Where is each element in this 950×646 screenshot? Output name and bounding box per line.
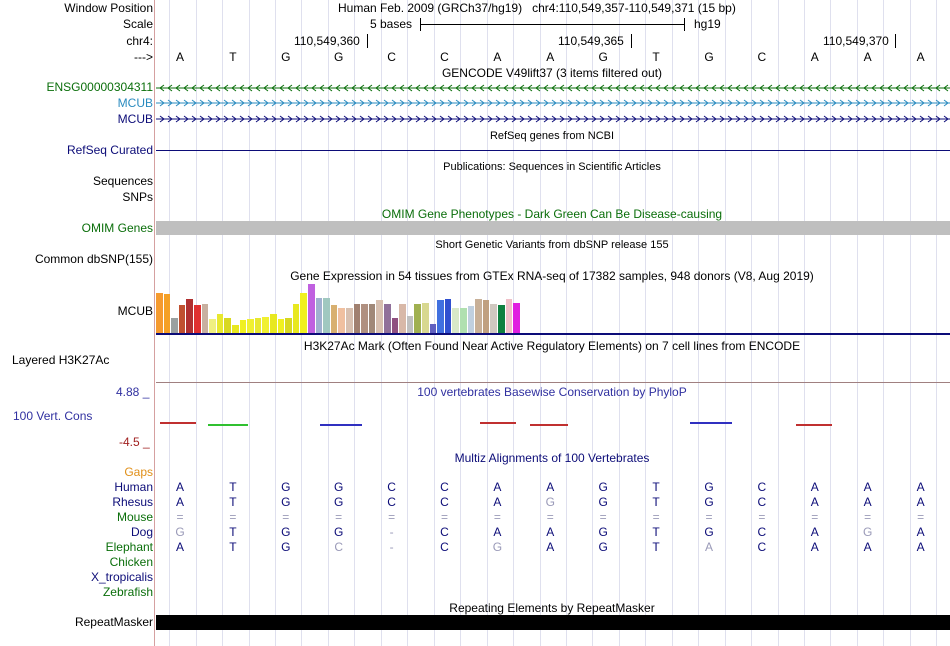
gtex-tissue-bar[interactable]: [316, 298, 323, 333]
aligned-base: T: [229, 525, 237, 539]
gtex-tissue-bar[interactable]: [346, 308, 353, 333]
refseq-gene-line[interactable]: [156, 150, 950, 151]
gencode-track-title: GENCODE V49lift37 (3 items filtered out): [441, 66, 663, 80]
aligned-base: C: [440, 540, 449, 554]
reference-base: G: [704, 50, 714, 64]
aligned-base: A: [493, 480, 502, 494]
gene-label-ensg[interactable]: ENSG00000304311: [46, 80, 153, 94]
aligned-base: T: [229, 495, 237, 509]
gtex-tissue-bar[interactable]: [376, 300, 383, 333]
aligned-base: G: [704, 480, 714, 494]
aligned-base: C: [440, 525, 449, 539]
gtex-tissue-bar[interactable]: [240, 320, 247, 333]
gtex-track-title: Gene Expression in 54 tissues from GTEx RNA-seq of 17382 samples, 948 donors (V8, Aug 2019): [290, 269, 814, 283]
aligned-base: =: [811, 510, 819, 524]
gtex-tissue-bar[interactable]: [369, 304, 376, 333]
gtex-tissue-bar[interactable]: [468, 306, 475, 333]
gtex-tissue-bar[interactable]: [437, 300, 444, 333]
aligned-base: =: [546, 510, 554, 524]
gene-label-mcub-1[interactable]: MCUB: [117, 96, 153, 110]
aligned-base: C: [387, 495, 396, 509]
gtex-tissue-bar[interactable]: [209, 319, 216, 333]
gtex-tissue-bar[interactable]: [262, 317, 269, 333]
gtex-tissue-bar[interactable]: [308, 284, 315, 333]
aligned-base: T: [652, 480, 660, 494]
aligned-base: =: [864, 510, 872, 524]
omim-track-title: OMIM Gene Phenotypes - Dark Green Can Be Disease-causing: [381, 207, 723, 221]
species-label[interactable]: Elephant: [105, 540, 153, 554]
h3k27ac-label[interactable]: Layered H3K27Ac: [12, 353, 110, 367]
aligned-base: A: [916, 480, 925, 494]
gtex-tissue-bar[interactable]: [506, 299, 513, 333]
gtex-tissue-bar[interactable]: [224, 318, 231, 333]
omim-label[interactable]: OMIM Genes: [81, 221, 153, 235]
aligned-base: =: [440, 510, 448, 524]
aligned-base: G: [863, 525, 873, 539]
species-label[interactable]: Chicken: [109, 555, 153, 569]
gtex-tissue-bar[interactable]: [354, 304, 361, 333]
phylop-label[interactable]: 100 Vert. Cons: [13, 409, 93, 423]
aligned-base: -: [389, 540, 394, 554]
aligned-base: G: [492, 540, 503, 554]
aligned-base: A: [546, 540, 555, 554]
gtex-tissue-bar[interactable]: [490, 304, 497, 333]
aligned-base: =: [282, 510, 290, 524]
aligned-base: G: [334, 495, 344, 509]
aligned-base: A: [175, 540, 184, 554]
aligned-base: =: [335, 510, 343, 524]
aligned-base: G: [281, 525, 291, 539]
coord-tick-label: 110,549,370: [823, 34, 889, 48]
aligned-base: T: [229, 480, 237, 494]
aligned-base: G: [281, 480, 291, 494]
window-position-label: Window Position: [64, 1, 153, 15]
aligned-base: =: [705, 510, 713, 524]
gtex-tissue-bar[interactable]: [278, 319, 285, 333]
gtex-tissue-bar[interactable]: [414, 304, 421, 333]
gtex-tissue-bar[interactable]: [164, 294, 171, 333]
species-label[interactable]: Zebrafish: [102, 585, 153, 599]
scale-label: Scale: [122, 17, 153, 31]
gtex-tissue-bar[interactable]: [270, 314, 277, 333]
aligned-base: =: [493, 510, 501, 524]
aligned-base: =: [176, 510, 184, 524]
aligned-base: T: [652, 495, 660, 509]
chrom-label: chr4:: [126, 34, 153, 48]
reference-base: A: [546, 50, 555, 64]
multiz-track-title: Multiz Alignments of 100 Vertebrates: [454, 451, 650, 465]
aligned-base: G: [704, 525, 714, 539]
position-title: Human Feb. 2009 (GRCh37/hg19) chr4:110,549,357-110,549,371 (15 bp): [338, 1, 736, 15]
gtex-tissue-bar[interactable]: [483, 300, 490, 333]
strand-arrow-label: --->: [134, 50, 153, 64]
aligned-base: C: [440, 480, 449, 494]
aligned-base: G: [175, 525, 185, 539]
aligned-base: C: [757, 480, 767, 494]
repeatmasker-bar[interactable]: [156, 615, 950, 630]
refseq-track-title: RefSeq genes from NCBI: [489, 130, 615, 142]
reference-base: A: [175, 50, 184, 64]
gtex-tissue-bar[interactable]: [460, 308, 467, 333]
aligned-base: A: [916, 540, 925, 554]
gtex-tissue-bar[interactable]: [422, 303, 429, 333]
species-label[interactable]: Rhesus: [112, 495, 153, 509]
aligned-base: A: [493, 495, 502, 509]
gtex-tissue-bar[interactable]: [407, 316, 414, 333]
aligned-base: T: [652, 540, 660, 554]
gtex-tissue-bar[interactable]: [331, 305, 338, 333]
aligned-base: A: [175, 495, 184, 509]
phylop-track-title: 100 vertebrates Basewise Conservation by PhyloP: [417, 385, 687, 399]
reference-base: T: [229, 50, 237, 64]
reference-base: C: [440, 50, 449, 64]
aligned-base: A: [546, 525, 555, 539]
reference-base: A: [493, 50, 502, 64]
aligned-base: G: [334, 480, 344, 494]
reference-base: G: [334, 50, 344, 64]
publications-track-title: Publications: Sequences in Scientific Articles: [443, 161, 661, 173]
species-label[interactable]: X_tropicalis: [90, 570, 153, 584]
aligned-base: G: [334, 525, 344, 539]
phylop-max-label: 4.88 _: [116, 385, 150, 399]
aligned-base: A: [704, 540, 713, 554]
gtex-tissue-bar[interactable]: [498, 305, 505, 333]
aligned-base: =: [388, 510, 396, 524]
gtex-tissue-bar[interactable]: [475, 299, 482, 333]
reference-base: A: [863, 50, 872, 64]
aligned-base: A: [863, 540, 872, 554]
aligned-base: =: [917, 510, 925, 524]
reference-base: C: [387, 50, 396, 64]
gtex-tissue-bar[interactable]: [156, 293, 163, 333]
aligned-base: A: [810, 540, 819, 554]
species-label[interactable]: Human: [114, 480, 153, 494]
gtex-tissue-bar[interactable]: [452, 308, 459, 333]
aligned-base: C: [334, 540, 344, 554]
gtex-tissue-bar[interactable]: [293, 304, 300, 333]
aligned-base: =: [652, 510, 660, 524]
reference-base: G: [281, 50, 291, 64]
gtex-gene-label[interactable]: MCUB: [117, 304, 153, 318]
aligned-base: T: [229, 540, 237, 554]
assembly-label: hg19: [694, 17, 721, 31]
gtex-tissue-bar[interactable]: [247, 319, 254, 333]
aligned-base: =: [599, 510, 607, 524]
aligned-base: C: [757, 540, 767, 554]
species-label[interactable]: Dog: [130, 525, 153, 539]
sequences-label[interactable]: Sequences: [92, 174, 153, 188]
aligned-base: G: [281, 495, 291, 509]
gtex-tissue-bar[interactable]: [186, 299, 193, 333]
aligned-base: C: [387, 480, 396, 494]
reference-base: G: [598, 50, 608, 64]
refseq-label[interactable]: RefSeq Curated: [66, 143, 153, 157]
gaps-label: Gaps: [124, 465, 153, 479]
gtex-tissue-bar[interactable]: [285, 318, 292, 333]
gtex-tissue-bar[interactable]: [171, 318, 178, 333]
gtex-tissue-bar[interactable]: [338, 308, 345, 333]
aligned-base: G: [598, 480, 608, 494]
aligned-base: A: [863, 495, 872, 509]
aligned-base: A: [863, 480, 872, 494]
gtex-tissue-bar[interactable]: [300, 293, 307, 333]
aligned-base: A: [546, 480, 555, 494]
reference-base: T: [652, 50, 660, 64]
snp-track-title: Short Genetic Variants from dbSNP release 155: [435, 239, 669, 251]
aligned-base: A: [810, 525, 819, 539]
gene-label-mcub-2[interactable]: MCUB: [117, 112, 153, 126]
aligned-base: =: [229, 510, 237, 524]
gtex-tissue-bar[interactable]: [361, 304, 368, 333]
gtex-baseline: [156, 333, 950, 335]
gtex-tissue-bar[interactable]: [445, 299, 452, 333]
aligned-base: G: [598, 540, 608, 554]
aligned-base: -: [389, 525, 394, 539]
aligned-base: T: [652, 525, 660, 539]
aligned-base: A: [810, 480, 819, 494]
gtex-tissue-bar[interactable]: [255, 318, 262, 333]
aligned-base: G: [598, 495, 608, 509]
gtex-tissue-bar[interactable]: [392, 318, 399, 333]
scale-text: 5 bases: [370, 17, 413, 31]
aligned-base: G: [704, 495, 714, 509]
gtex-tissue-bar[interactable]: [384, 304, 391, 333]
snps-label[interactable]: SNPs: [122, 190, 153, 204]
reference-base: A: [810, 50, 819, 64]
aligned-base: G: [281, 540, 291, 554]
aligned-base: A: [916, 495, 925, 509]
h3k27ac-baseline: [156, 382, 950, 383]
coord-tick-label: 110,549,365: [558, 34, 624, 48]
gtex-tissue-bar[interactable]: [179, 305, 186, 333]
gtex-tissue-bar[interactable]: [323, 298, 330, 333]
aligned-base: G: [545, 495, 555, 509]
gtex-tissue-bar[interactable]: [217, 314, 224, 333]
gtex-tissue-bar[interactable]: [513, 303, 520, 333]
gtex-tissue-bar[interactable]: [202, 304, 209, 333]
aligned-base: C: [440, 495, 449, 509]
aligned-base: G: [598, 525, 608, 539]
aligned-base: C: [757, 525, 767, 539]
repeatmasker-label[interactable]: RepeatMasker: [74, 615, 153, 629]
gtex-bar-chart[interactable]: [156, 284, 536, 333]
aligned-base: A: [916, 525, 925, 539]
reference-base: C: [757, 50, 767, 64]
aligned-base: A: [493, 525, 502, 539]
dbsnp-label[interactable]: Common dbSNP(155): [34, 252, 153, 266]
aligned-base: A: [175, 480, 184, 494]
omim-phenotype-bar[interactable]: [156, 221, 950, 235]
aligned-base: =: [758, 510, 766, 524]
gtex-tissue-bar[interactable]: [430, 324, 437, 333]
repeatmasker-track-title: Repeating Elements by RepeatMasker: [449, 601, 655, 615]
aligned-base: A: [810, 495, 819, 509]
aligned-base: C: [757, 495, 767, 509]
reference-base: A: [916, 50, 925, 64]
gtex-tissue-bar[interactable]: [232, 325, 239, 333]
coord-tick-label: 110,549,360: [294, 34, 360, 48]
species-label[interactable]: Mouse: [116, 510, 153, 524]
gtex-tissue-bar[interactable]: [399, 304, 406, 333]
h3k27ac-track-title: H3K27Ac Mark (Often Found Near Active Regulatory Elements) on 7 cell lines from ENCODE: [303, 339, 801, 353]
gtex-tissue-bar[interactable]: [194, 305, 201, 333]
phylop-min-label: -4.5 _: [119, 435, 150, 449]
